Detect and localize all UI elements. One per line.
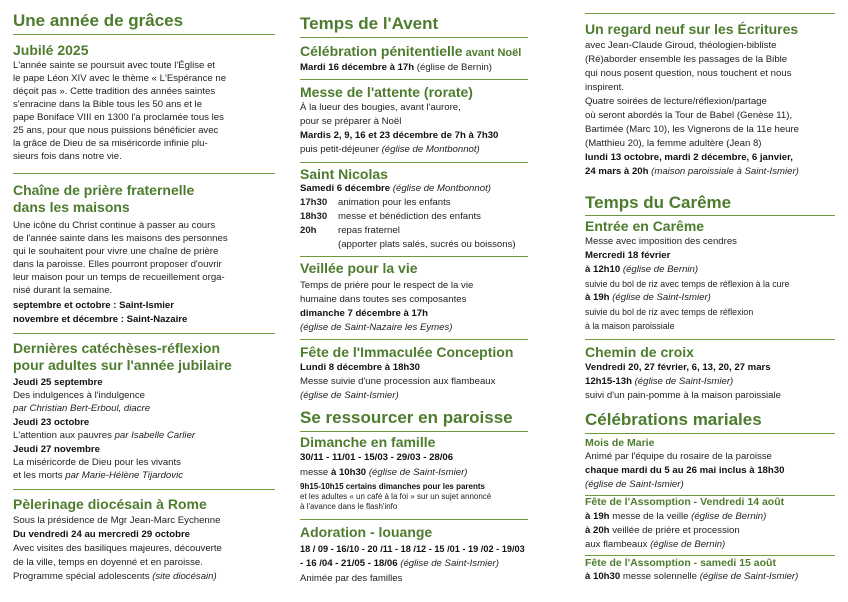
heading-pelerinage: Pèlerinage diocésain à Rome (13, 496, 207, 512)
veillee-line: Temps de prière pour le respect de la vie (300, 280, 474, 291)
assomption-line: à 19h messe de la veille (église de Bernin) (585, 511, 767, 522)
heading-messe-attente: Messe de l'attente (rorate) (300, 84, 473, 100)
divider (300, 431, 528, 432)
regard-line: Quatre soirées de lecture/réflexion/partage (585, 96, 767, 107)
column-2 (300, 0, 528, 602)
mariales-date: chaque mardi du 5 au 26 mai inclus à 18h30 (585, 465, 785, 476)
veillee-place: (église de Saint-Nazaire les Eymes) (300, 322, 453, 333)
adoration-line: Animée par des familles (300, 573, 403, 584)
catechese-date: Jeudi 27 novembre (13, 444, 100, 455)
assomption-line: à 10h30 messe solennelle (église de Saint-Ismier) (585, 571, 799, 582)
adoration-dates: 18 / 09 - 16/10 - 20 /11 - 18 /12 - 15 /01 - 19 /02 - 19/03 (300, 544, 525, 554)
messe-line: À la lueur des bougies, avant l'aurore, (300, 102, 461, 113)
section-title-mariales: Célébrations mariales (585, 410, 762, 429)
careme-date: Mercredi 18 février (585, 250, 671, 261)
careme-line: suivie du bol de riz avec temps de réflexion à la cure (585, 279, 790, 289)
heading-regard-neuf: Un regard neuf sur les Écritures (585, 21, 799, 37)
dimanche-dates: 30/11 - 11/01 - 15/03 - 29/03 - 28/06 (300, 452, 454, 463)
catechese-speaker: par Christian Bert-Erboul, diacre (13, 403, 151, 414)
jubile-line: déçoit pas ». Cette tradition des années saintes (13, 86, 216, 97)
section-title-ressourcer: Se ressourcer en paroisse (300, 408, 513, 427)
jubile-line: le pape Léon XIV avec le thème « L'Espérance ne (13, 73, 227, 84)
regard-line: (Ré)aborder ensemble les passages de la Bible (585, 54, 788, 65)
assomption-line: aux flambeaux (église de Bernin) (585, 539, 726, 550)
veillee-line: humaine dans toutes ses composantes (300, 294, 467, 305)
immaculee-date: Lundi 8 décembre à 18h30 (300, 362, 420, 373)
section-title-avent: Temps de l'Avent (300, 14, 439, 33)
dimanche-cafe: à l'avance dans le flash'info (300, 502, 398, 511)
chaine-line: de l'année sainte dans les maisons des personnes (13, 233, 228, 244)
chaine-date-1: septembre et octobre : Saint-Ismier (13, 300, 175, 311)
divider (300, 79, 528, 80)
messe-dates: Mardis 2, 9, 16 et 23 décembre de 7h à 7h30 (300, 130, 499, 141)
catechese-topic: L'attention aux pauvres par Isabelle Carlier (13, 430, 196, 441)
chaine-line: Une icône du Christ continue à passer au cours (13, 220, 216, 231)
chaine-line: qui le souhaitent pour vivre une chaîne de prière (13, 246, 219, 257)
divider (300, 339, 528, 340)
immaculee-line: Messe suivie d'une procession aux flambeaux (300, 376, 496, 387)
assomption-line: à 20h veillée de prière et procession (585, 525, 740, 536)
heading-adoration: Adoration - louange (300, 524, 433, 540)
careme-line: Messe avec imposition des cendres (585, 236, 737, 247)
regard-line: qui nous posent question, nous touchent et nous (585, 68, 792, 79)
regard-line: (Matthieu 20), la femme adultère (Jean 8) (585, 138, 762, 149)
chemin-line: suivi d'un pain-pomme à la maison paroissiale (585, 390, 781, 401)
careme-line: suivie du bol de riz avec temps de réflexion (585, 307, 754, 317)
dimanche-cafe: 9h15-10h15 certains dimanches pour les parents (300, 482, 485, 491)
nicolas-row: 18h30 messe et bénédiction des enfants (300, 211, 481, 222)
catechese-topic: et les morts par Marie-Hélène Tijardovic (13, 470, 183, 481)
heading-dimanche-famille: Dimanche en famille (300, 434, 436, 450)
divider (300, 256, 528, 257)
pelerinage-line: de la ville, temps en doyenné et en paroisse. (13, 557, 203, 568)
celebration-date: Mardi 16 décembre à 17h (église de Bernin) (300, 62, 492, 73)
chemin-time: 12h15-13h (église de Saint-Ismier) (585, 376, 734, 387)
regard-dates: 24 mars à 20h (maison paroissiale à Saint-Ismier) (585, 166, 799, 177)
mariales-place: (église de Saint-Ismier) (585, 479, 684, 490)
divider (300, 519, 528, 520)
heading-saint-nicolas: Saint Nicolas (300, 166, 388, 182)
nicolas-date: Samedi 6 décembre (église de Montbonnot) (300, 183, 491, 194)
jubile-line: s'enracine dans la Bible tous les 50 ans et le (13, 99, 203, 110)
adoration-dates: - 16 /04 - 21/05 - 18/06 (église de Saint-Ismier) (300, 558, 499, 569)
column-3 (585, 0, 835, 602)
divider (13, 333, 275, 334)
jubile-line: la grâce de Dieu de sa miséricorde infinie plu- (13, 138, 208, 149)
section-title-careme: Temps du Carême (585, 193, 732, 212)
heading-assomption-vendredi: Fête de l'Assomption - Vendredi 14 août (585, 496, 785, 508)
regard-line: inspirent. (585, 82, 624, 93)
heading-catecheses-2: pour adultes sur l'année jubilaire (13, 357, 232, 373)
divider (300, 162, 528, 163)
messe-line: puis petit-déjeuner (église de Montbonnot) (300, 144, 480, 155)
divider (13, 489, 275, 490)
section-title-annee-graces: Une année de grâces (13, 11, 184, 30)
heading-catecheses-1: Dernières catéchèses-réflexion (13, 340, 220, 356)
pelerinage-dates: Du vendredi 24 au mercredi 29 octobre (13, 529, 191, 540)
nicolas-note: (apporter plats salés, sucrés ou boissons) (338, 239, 516, 250)
catechese-date: Jeudi 25 septembre (13, 377, 103, 388)
heading-entree-careme: Entrée en Carême (585, 218, 705, 234)
chaine-line: nisé durant la semaine. (13, 285, 113, 296)
careme-time: à 12h10 (église de Bernin) (585, 264, 699, 275)
careme-time: à 19h (église de Saint-Ismier) (585, 292, 711, 303)
careme-line: à la maison paroissiale (585, 321, 675, 331)
veillee-date: dimanche 7 décembre à 17h (300, 308, 428, 319)
pelerinage-line: Avec visites des basiliques majeures, découverte (13, 543, 222, 554)
heading-assomption-samedi: Fête de l'Assomption - samedi 15 août (585, 557, 776, 569)
jubile-line: L'année sainte se poursuit avec toute l'Église et (13, 60, 216, 71)
regard-dates: lundi 13 octobre, mardi 2 décembre, 6 janvier, (585, 152, 793, 163)
divider (13, 34, 275, 35)
heading-veillee: Veillée pour la vie (300, 260, 418, 276)
immaculee-place: (église de Saint-Ismier) (300, 390, 399, 401)
column-1 (13, 0, 275, 602)
messe-line: pour se préparer à Noël (300, 116, 402, 127)
divider (585, 555, 835, 556)
heading-immaculee: Fête de l'Immaculée Conception (300, 344, 514, 360)
chaine-line: leur maison pour un temps de recueillement orga- (13, 272, 225, 283)
catechese-topic: Des indulgences à l'indulgence (13, 390, 145, 401)
divider (300, 37, 528, 38)
catechese-topic: La miséricorde de Dieu pour les vivants (13, 457, 181, 468)
heading-chemin-croix: Chemin de croix (585, 344, 694, 360)
dimanche-messe: messe à 10h30 (église de Saint-Ismier) (300, 467, 468, 478)
heading-chaine-2: dans les maisons (13, 199, 130, 215)
mariales-line: Animé par l'équipe du rosaire de la paroisse (585, 451, 772, 462)
nicolas-row: 20h repas fraternel (300, 225, 400, 236)
divider (585, 433, 835, 434)
heading-mois-marie: Mois de Marie (585, 437, 655, 449)
divider (585, 13, 835, 14)
heading-jubile: Jubilé 2025 (13, 42, 89, 58)
regard-line: Bartimée (Marc 10), les Vignerons de la 11e heure (585, 124, 800, 135)
divider (13, 173, 275, 174)
divider (585, 339, 835, 340)
jubile-line: sieurs fois dans notre vie. (13, 151, 122, 162)
jubile-line: pape Boniface VIII en 1300 l'a proclamée tous les (13, 112, 224, 123)
pelerinage-line: Sous la présidence de Mgr Jean-Marc Eychenne (13, 515, 221, 526)
chemin-dates: Vendredi 20, 27 février, 6, 13, 20, 27 mars (585, 362, 771, 373)
catechese-date: Jeudi 23 octobre (13, 417, 90, 428)
dimanche-cafe: et les adultes « un café à la foi » sur un sujet annoncé (300, 492, 492, 501)
regard-line: avec Jean-Claude Giroud, théologien-bibliste (585, 40, 777, 51)
heading-chaine-1: Chaîne de prière fraternelle (13, 182, 195, 198)
divider (585, 215, 835, 216)
heading-celebration: Célébration pénitentielle avant Noël (300, 43, 522, 59)
chaine-line: dans la paroisse. Elles pourront proposer d'ouvrir (13, 259, 222, 270)
nicolas-row: 17h30 animation pour les enfants (300, 197, 451, 208)
regard-line: où seront abordés la Tour de Babel (Genèse 11), (585, 110, 793, 121)
jubile-line: 25 ans, pour que nous puissions bénéficier avec (13, 125, 219, 136)
pelerinage-line: Programme spécial adolescents (site diocésain) (13, 571, 217, 582)
chaine-date-2: novembre et décembre : Saint-Nazaire (13, 314, 188, 325)
